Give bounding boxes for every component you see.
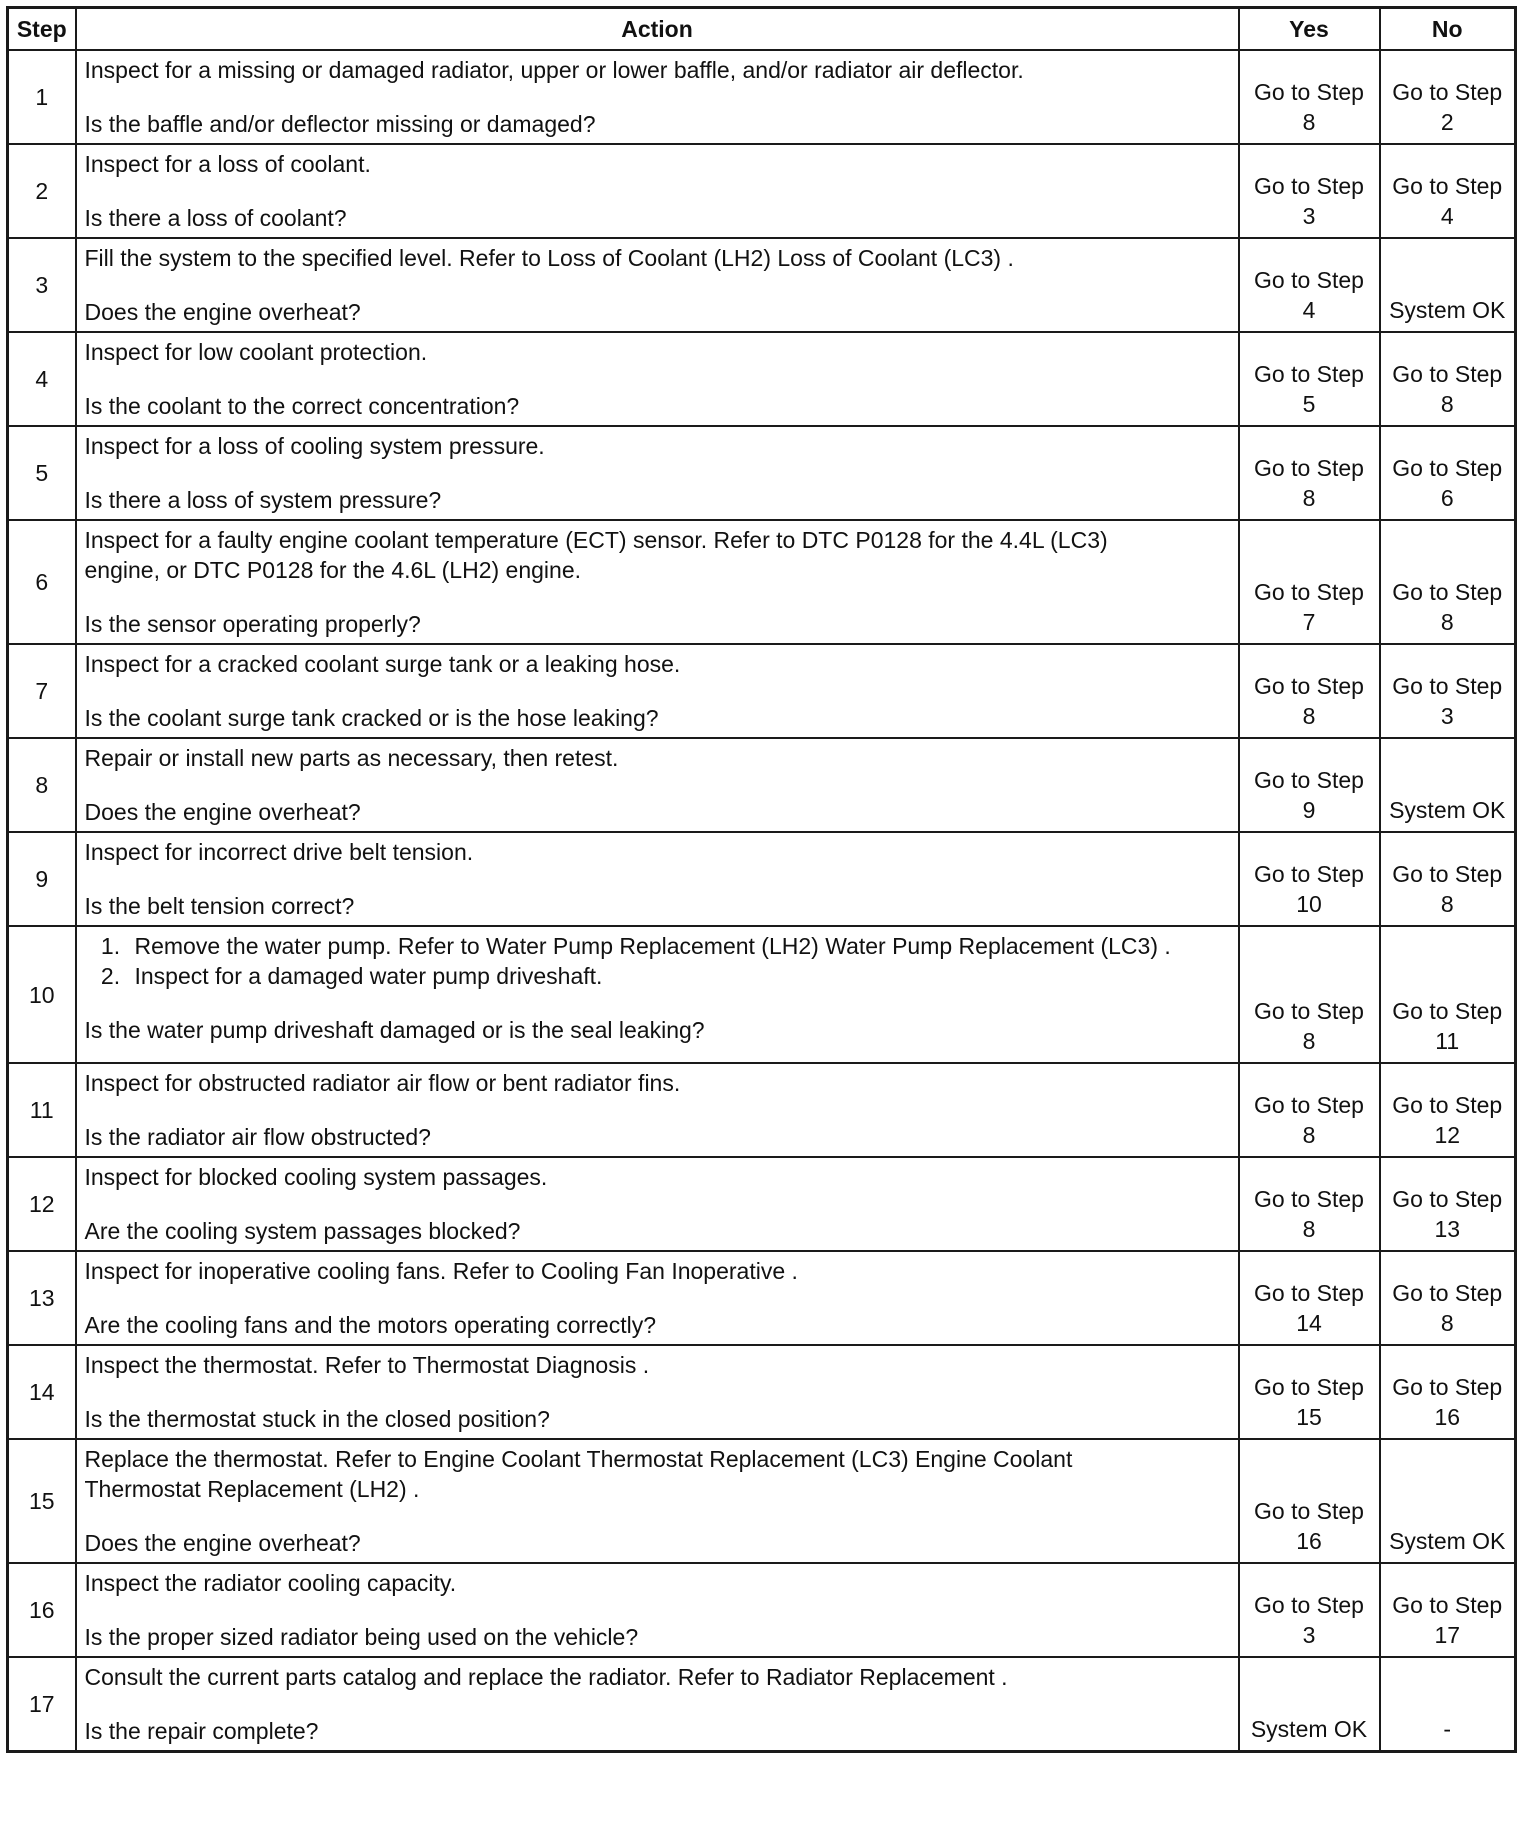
go-to-step-label: Go to Step bbox=[1392, 1592, 1503, 1618]
action-text: Inspect for a loss of coolant. bbox=[84, 151, 371, 177]
action-question: Does the engine overheat? bbox=[84, 799, 361, 825]
table-row bbox=[8, 738, 1516, 832]
go-to-step-label: Go to Step bbox=[1254, 861, 1364, 887]
yes-result-cell bbox=[1239, 644, 1380, 738]
action-text: Repair or install new parts as necessary, then retest. bbox=[84, 745, 619, 771]
go-to-step-number: 4 bbox=[1440, 203, 1454, 229]
table-row bbox=[8, 832, 1516, 926]
header-no: No bbox=[1380, 8, 1516, 51]
header-row bbox=[8, 8, 1516, 51]
action-text: Thermostat Replacement (LH2) . bbox=[84, 1476, 420, 1502]
go-to-step-number: 10 bbox=[1296, 891, 1322, 917]
no-result-cell bbox=[1380, 50, 1516, 144]
go-to-step-label: Go to Step bbox=[1254, 1092, 1364, 1118]
table-row bbox=[8, 1251, 1516, 1345]
go-to-step-number: 9 bbox=[1302, 797, 1316, 823]
step-number: 4 bbox=[8, 332, 76, 426]
action-cell bbox=[76, 644, 1239, 738]
no-result-cell bbox=[1380, 644, 1516, 738]
go-to-step-label: Go to Step bbox=[1254, 361, 1364, 387]
no-result-cell bbox=[1380, 1439, 1516, 1563]
diagnostic-table bbox=[6, 6, 1517, 1753]
action-cell bbox=[76, 1251, 1239, 1345]
action-question: Is the sensor operating properly? bbox=[84, 611, 421, 637]
action-text: Inspect for obstructed radiator air flow or bent radiator fins. bbox=[84, 1070, 681, 1096]
action-cell bbox=[76, 426, 1239, 520]
action-text: Replace the thermostat. Refer to Engine Coolant Thermostat Replacement (LC3) Engine Coolant bbox=[84, 1446, 1073, 1472]
step-number: 8 bbox=[8, 738, 76, 832]
action-cell bbox=[76, 520, 1239, 644]
action-question: Is the proper sized radiator being used on the vehicle? bbox=[84, 1624, 639, 1650]
go-to-step-label: Go to Step bbox=[1392, 579, 1503, 605]
step-number: 7 bbox=[8, 644, 76, 738]
go-to-step-label: Go to Step bbox=[1392, 1186, 1503, 1212]
step-number: 15 bbox=[8, 1439, 76, 1563]
action-text: Inspect for a missing or damaged radiator, upper or lower baffle, and/or radiator air deflector. bbox=[84, 57, 1024, 83]
go-to-step-label: Go to Step bbox=[1254, 579, 1364, 605]
action-text: Fill the system to the specified level. Refer to Loss of Coolant (LH2) Loss of Coolant (LC3) . bbox=[84, 245, 1014, 271]
empty-result-dash: - bbox=[1443, 1716, 1452, 1742]
action-question: Are the cooling fans and the motors operating correctly? bbox=[84, 1312, 656, 1338]
no-result-cell bbox=[1380, 1157, 1516, 1251]
table-row bbox=[8, 644, 1516, 738]
go-to-step-number: 8 bbox=[1440, 391, 1454, 417]
action-cell bbox=[76, 1439, 1239, 1563]
action-cell bbox=[76, 1345, 1239, 1439]
action-cell bbox=[76, 1657, 1239, 1752]
no-result-cell bbox=[1380, 926, 1516, 1063]
go-to-step-number: 14 bbox=[1296, 1310, 1322, 1336]
go-to-step-number: 8 bbox=[1440, 609, 1454, 635]
go-to-step-number: 11 bbox=[1435, 1028, 1460, 1054]
go-to-step-number: 8 bbox=[1302, 1122, 1316, 1148]
go-to-step-number: 4 bbox=[1302, 297, 1316, 323]
action-cell bbox=[76, 832, 1239, 926]
yes-result-cell bbox=[1239, 1251, 1380, 1345]
no-result-cell bbox=[1380, 832, 1516, 926]
go-to-step-label: Go to Step bbox=[1392, 455, 1503, 481]
action-text: engine, or DTC P0128 for the 4.6L (LH2) engine. bbox=[84, 557, 581, 583]
action-question: Is there a loss of coolant? bbox=[84, 205, 347, 231]
go-to-step-number: 8 bbox=[1302, 1216, 1316, 1242]
go-to-step-number: 3 bbox=[1440, 703, 1454, 729]
table-row bbox=[8, 926, 1516, 1063]
action-substeps bbox=[85, 931, 1232, 991]
yes-result-cell bbox=[1239, 50, 1380, 144]
action-text: Inspect for a faulty engine coolant temperature (ECT) sensor. Refer to DTC P0128 for the 4.4L (LC3) bbox=[84, 527, 1108, 553]
go-to-step-label: Go to Step bbox=[1254, 1280, 1364, 1306]
go-to-step-label: Go to Step bbox=[1392, 173, 1503, 199]
no-result-cell bbox=[1380, 238, 1516, 332]
action-question: Is the baffle and/or deflector missing or damaged? bbox=[84, 111, 596, 137]
action-text: Inspect the radiator cooling capacity. bbox=[84, 1570, 457, 1596]
table-row bbox=[8, 1157, 1516, 1251]
action-text: Consult the current parts catalog and replace the radiator. Refer to Radiator Replacement . bbox=[84, 1664, 1008, 1690]
action-text: Inspect the thermostat. Refer to Thermostat Diagnosis . bbox=[84, 1352, 650, 1378]
go-to-step-number: 5 bbox=[1302, 391, 1316, 417]
no-result-cell bbox=[1380, 738, 1516, 832]
go-to-step-label: Go to Step bbox=[1254, 1498, 1364, 1524]
action-cell bbox=[76, 1063, 1239, 1157]
action-cell bbox=[76, 238, 1239, 332]
no-result-cell bbox=[1380, 1251, 1516, 1345]
action-cell bbox=[76, 144, 1239, 238]
step-number: 16 bbox=[8, 1563, 76, 1657]
diagnostic-table-container bbox=[6, 6, 1514, 1753]
action-text: Inspect for a loss of cooling system pressure. bbox=[84, 433, 545, 459]
go-to-step-label: Go to Step bbox=[1392, 673, 1503, 699]
action-question: Is the radiator air flow obstructed? bbox=[84, 1124, 431, 1150]
go-to-step-number: 13 bbox=[1434, 1216, 1461, 1242]
go-to-step-number: 3 bbox=[1302, 1622, 1316, 1648]
table-row bbox=[8, 1439, 1516, 1563]
step-number: 13 bbox=[8, 1251, 76, 1345]
action-text: Inspect for low coolant protection. bbox=[84, 339, 428, 365]
no-result-cell bbox=[1380, 332, 1516, 426]
go-to-step-number: 7 bbox=[1302, 609, 1316, 635]
yes-result-cell bbox=[1239, 832, 1380, 926]
no-result-cell bbox=[1380, 1345, 1516, 1439]
action-text: Inspect for blocked cooling system passages. bbox=[84, 1164, 548, 1190]
go-to-step-number: 8 bbox=[1302, 703, 1316, 729]
go-to-step-number: 8 bbox=[1440, 1310, 1454, 1336]
go-to-step-label: Go to Step bbox=[1254, 455, 1364, 481]
yes-result-cell bbox=[1239, 1657, 1380, 1752]
no-result-cell bbox=[1380, 1063, 1516, 1157]
step-number: 5 bbox=[8, 426, 76, 520]
yes-result-cell bbox=[1239, 1563, 1380, 1657]
yes-result-cell bbox=[1239, 1157, 1380, 1251]
action-question: Is the coolant surge tank cracked or is the hose leaking? bbox=[84, 705, 659, 731]
action-cell bbox=[76, 1157, 1239, 1251]
action-cell bbox=[76, 738, 1239, 832]
action-question: Is the water pump driveshaft damaged or is the seal leaking? bbox=[84, 1017, 705, 1043]
step-number: 14 bbox=[8, 1345, 76, 1439]
go-to-step-label: Go to Step bbox=[1392, 998, 1503, 1024]
go-to-step-label: Go to Step bbox=[1392, 861, 1503, 887]
action-question: Is the thermostat stuck in the closed position? bbox=[84, 1406, 550, 1432]
table-row bbox=[8, 238, 1516, 332]
go-to-step-label: Go to Step bbox=[1254, 1186, 1364, 1212]
go-to-step-number: 16 bbox=[1434, 1404, 1461, 1430]
table-row bbox=[8, 1563, 1516, 1657]
yes-result-cell bbox=[1239, 144, 1380, 238]
action-question: Is the repair complete? bbox=[84, 1718, 319, 1744]
no-result-cell bbox=[1380, 144, 1516, 238]
no-result-cell bbox=[1380, 1563, 1516, 1657]
action-question: Is there a loss of system pressure? bbox=[84, 487, 442, 513]
yes-result-cell bbox=[1239, 238, 1380, 332]
system-ok-label: System OK bbox=[1389, 797, 1506, 823]
go-to-step-label: Go to Step bbox=[1254, 998, 1364, 1024]
table-row bbox=[8, 1063, 1516, 1157]
yes-result-cell bbox=[1239, 1345, 1380, 1439]
go-to-step-number: 8 bbox=[1302, 1028, 1316, 1054]
action-text: Inspect for incorrect drive belt tension. bbox=[84, 839, 474, 865]
no-result-cell bbox=[1380, 520, 1516, 644]
go-to-step-label: Go to Step bbox=[1254, 267, 1364, 293]
table-row bbox=[8, 144, 1516, 238]
action-question: Are the cooling system passages blocked? bbox=[84, 1218, 521, 1244]
go-to-step-label: Go to Step bbox=[1392, 79, 1503, 105]
step-number: 11 bbox=[8, 1063, 76, 1157]
action-text: Inspect for a cracked coolant surge tank or a leaking hose. bbox=[84, 651, 681, 677]
header-yes: Yes bbox=[1239, 8, 1380, 51]
no-result-cell bbox=[1380, 426, 1516, 520]
step-number: 9 bbox=[8, 832, 76, 926]
table-row bbox=[8, 332, 1516, 426]
action-question: Does the engine overheat? bbox=[84, 299, 361, 325]
go-to-step-label: Go to Step bbox=[1254, 1592, 1364, 1618]
go-to-step-label: Go to Step bbox=[1254, 1374, 1364, 1400]
go-to-step-label: Go to Step bbox=[1392, 1280, 1503, 1306]
step-number: 17 bbox=[8, 1657, 76, 1752]
action-substep: 2. Inspect for a damaged water pump driveshaft. bbox=[127, 961, 1232, 991]
action-cell bbox=[76, 332, 1239, 426]
go-to-step-label: Go to Step bbox=[1254, 673, 1364, 699]
go-to-step-number: 6 bbox=[1440, 485, 1454, 511]
action-substep: 1. Remove the water pump. Refer to Water Pump Replacement (LH2) Water Pump Replacement (LC3) . bbox=[127, 931, 1232, 961]
go-to-step-number: 8 bbox=[1440, 891, 1454, 917]
no-result-cell bbox=[1380, 1657, 1516, 1752]
step-number: 6 bbox=[8, 520, 76, 644]
go-to-step-number: 17 bbox=[1434, 1622, 1461, 1648]
action-cell bbox=[76, 1563, 1239, 1657]
go-to-step-label: Go to Step bbox=[1254, 767, 1364, 793]
action-question: Is the belt tension correct? bbox=[84, 893, 355, 919]
go-to-step-number: 8 bbox=[1302, 109, 1316, 135]
header-action: Action bbox=[76, 8, 1239, 51]
yes-result-cell bbox=[1239, 332, 1380, 426]
action-text: Inspect for inoperative cooling fans. Refer to Cooling Fan Inoperative . bbox=[84, 1258, 798, 1284]
go-to-step-label: Go to Step bbox=[1392, 1374, 1503, 1400]
table-row bbox=[8, 1345, 1516, 1439]
go-to-step-number: 8 bbox=[1302, 485, 1316, 511]
go-to-step-number: 15 bbox=[1296, 1404, 1322, 1430]
yes-result-cell bbox=[1239, 926, 1380, 1063]
step-number: 1 bbox=[8, 50, 76, 144]
action-cell bbox=[76, 926, 1239, 1063]
yes-result-cell bbox=[1239, 738, 1380, 832]
yes-result-cell bbox=[1239, 1063, 1380, 1157]
step-number: 10 bbox=[8, 926, 76, 1063]
yes-result-cell bbox=[1239, 520, 1380, 644]
table-row bbox=[8, 426, 1516, 520]
system-ok-label: System OK bbox=[1389, 1528, 1506, 1554]
step-number: 2 bbox=[8, 144, 76, 238]
header-step: Step bbox=[8, 8, 76, 51]
system-ok-label: System OK bbox=[1389, 297, 1506, 323]
system-ok-label: System OK bbox=[1250, 1716, 1368, 1742]
yes-result-cell bbox=[1239, 426, 1380, 520]
action-question: Is the coolant to the correct concentration? bbox=[84, 393, 520, 419]
step-number: 12 bbox=[8, 1157, 76, 1251]
go-to-step-label: Go to Step bbox=[1392, 361, 1503, 387]
step-number: 3 bbox=[8, 238, 76, 332]
go-to-step-number: 16 bbox=[1296, 1528, 1322, 1554]
go-to-step-number: 3 bbox=[1302, 203, 1316, 229]
table-row bbox=[8, 520, 1516, 644]
table-row bbox=[8, 1657, 1516, 1752]
action-question: Does the engine overheat? bbox=[84, 1530, 361, 1556]
table-body bbox=[8, 50, 1516, 1752]
go-to-step-label: Go to Step bbox=[1254, 79, 1364, 105]
go-to-step-number: 12 bbox=[1434, 1122, 1461, 1148]
table-row bbox=[8, 50, 1516, 144]
yes-result-cell bbox=[1239, 1439, 1380, 1563]
go-to-step-label: Go to Step bbox=[1254, 173, 1364, 199]
go-to-step-label: Go to Step bbox=[1392, 1092, 1503, 1118]
action-cell bbox=[76, 50, 1239, 144]
go-to-step-number: 2 bbox=[1440, 109, 1454, 135]
